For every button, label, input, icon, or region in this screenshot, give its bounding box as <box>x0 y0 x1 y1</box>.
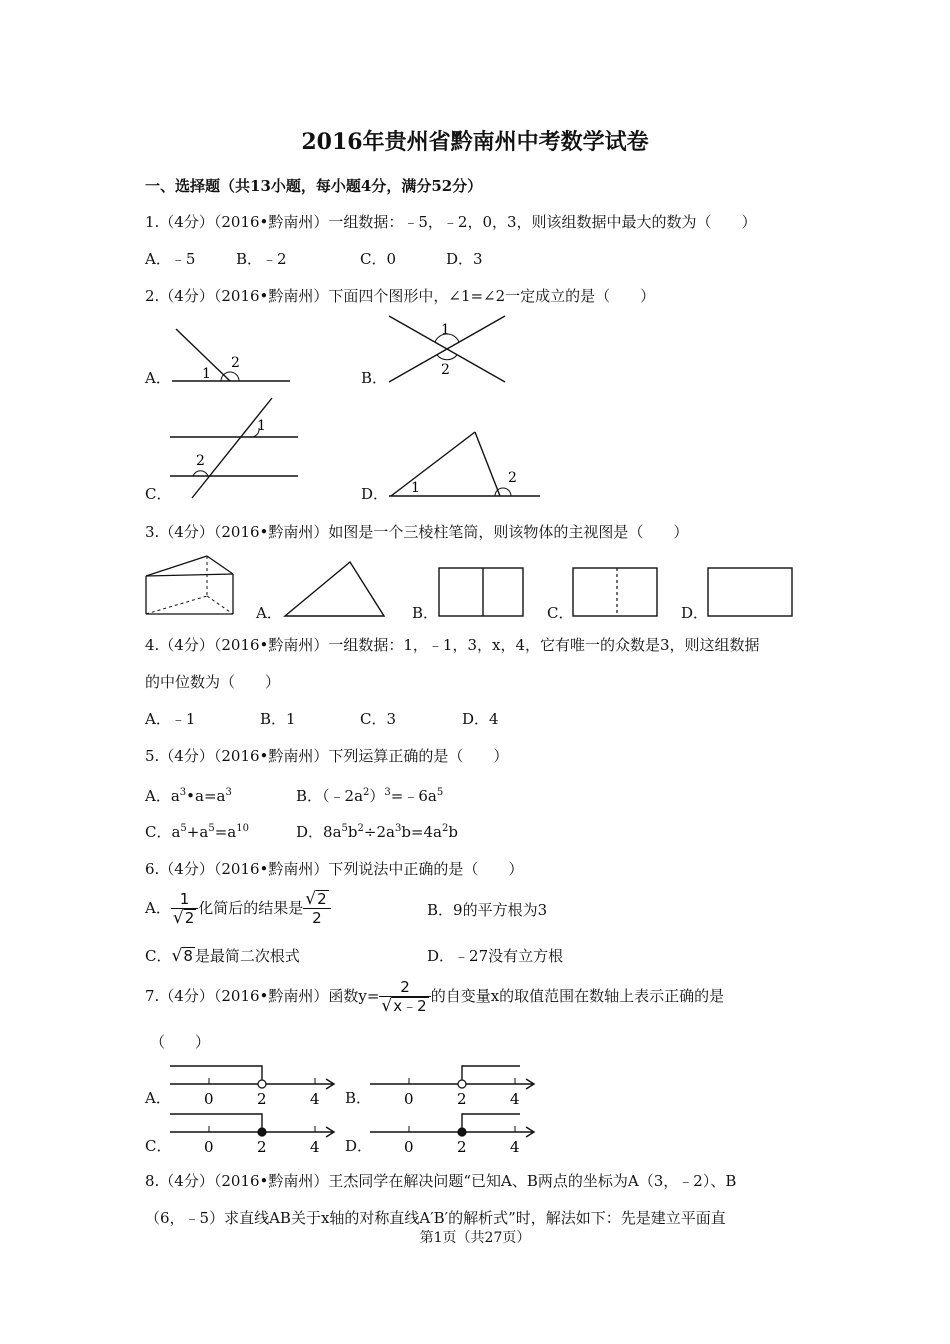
q3-rect-plain-view <box>706 566 796 620</box>
q7-number-line-b <box>368 1058 540 1110</box>
svg-text:0: 0 <box>404 1090 414 1108</box>
q1-option-b: B．﹣2 <box>236 250 287 268</box>
q2-figure-d <box>385 428 545 500</box>
q2-option-c: C． <box>145 485 172 503</box>
question-8-line1: 8.（4分）（2016•黔南州）王杰同学在解决问题“已知A、B两点的坐标为A（3，﹣2）、B <box>145 1172 737 1190</box>
q4-option-c: C．3 <box>360 710 397 728</box>
angle-2-label: 2 <box>231 355 240 371</box>
q6-option-a: A． $\frac{1}{√2}$ 化简后的结果是 $\frac{√2}{2}$ <box>145 888 331 928</box>
svg-text:2: 2 <box>457 1090 467 1108</box>
q2-figure-c <box>168 392 303 502</box>
q6-option-d: D．﹣27没有立方根 <box>427 947 564 965</box>
q5-option-c: C．$a^5+a^5=a^{10}$ <box>145 823 249 841</box>
question-2-stem: 2.（4分）（2016•黔南州）下面四个图形中，∠1=∠2一定成立的是（ ） <box>145 287 656 305</box>
q4-option-b: B．1 <box>260 710 296 728</box>
q3-option-d: D． <box>681 604 709 622</box>
q3-prism-figure <box>140 550 240 620</box>
page-footer: 第1页（共27页） <box>419 1230 531 1246</box>
angle-2-label: 2 <box>441 362 450 378</box>
q1-option-d: D．3 <box>446 250 483 268</box>
q3-rect-dashed-line-view <box>571 566 661 620</box>
angle-2-label: 2 <box>508 470 517 486</box>
question-7-stem: 7.（4分）（2016•黔南州）函数y= $\frac{2}{√x﹣2}$ 的自变量x的取值范围在数轴上表示正确的是 <box>145 977 725 1016</box>
svg-text:0: 0 <box>204 1090 214 1108</box>
q5-option-a: A．$a^3•a=a^3$ <box>145 787 232 805</box>
fraction-two-over-root-x-minus-two: $\frac{2}{√x﹣2}$ <box>379 979 430 1016</box>
q2-figure-b <box>385 312 510 387</box>
q3-triangle-view <box>282 558 387 620</box>
question-8-line2: （6，﹣5）求直线AB关于x轴的对称直线A′B′的解析式”时，解法如下：先是建立平面直 <box>145 1209 726 1227</box>
question-5-stem: 5.（4分）（2016•黔南州）下列运算正确的是（ ） <box>145 747 509 765</box>
section-heading: 一、选择题（共13小题，每小题4分，满分52分） <box>145 177 483 195</box>
q7-option-c: C． <box>145 1137 172 1155</box>
svg-text:0: 0 <box>404 1138 414 1156</box>
question-4-stem-line2: 的中位数为（ ） <box>145 673 281 691</box>
svg-text:4: 4 <box>310 1138 320 1156</box>
q3-rect-solid-line-view <box>437 566 527 620</box>
q1-option-a: A．﹣5 <box>145 250 196 268</box>
q6-option-c: C．√8 是最简二次根式 <box>145 946 300 966</box>
q7-number-line-c <box>168 1108 340 1158</box>
q3-option-c: C． <box>547 604 574 622</box>
angle-1-label: 1 <box>411 480 420 496</box>
page-title: 2016年贵州省黔南州中考数学试卷 <box>301 129 649 155</box>
q7-number-line-d <box>368 1108 540 1158</box>
q2-figure-a <box>168 325 293 385</box>
q7-option-a: A． <box>145 1089 171 1107</box>
fraction-root-two-over-two: $\frac{√2}{2}$ <box>303 890 330 928</box>
question-4-stem-line1: 4.（4分）（2016•黔南州）一组数据：1，﹣1，3，x，4，它有唯一的众数是3，则这组数据 <box>145 636 760 654</box>
svg-text:2: 2 <box>257 1090 267 1108</box>
q7-number-line-a <box>168 1058 340 1110</box>
q3-option-b: B． <box>412 604 439 622</box>
q1-option-c: C．0 <box>360 250 397 268</box>
q2-option-a: A． <box>145 369 171 387</box>
question-1-stem: 1.（4分）（2016•黔南州）一组数据：﹣5，﹣2，0，3，则该组数据中最大的数为（ ） <box>145 213 757 231</box>
q6-option-b: B．9的平方根为3 <box>427 901 548 919</box>
svg-text:2: 2 <box>257 1138 267 1156</box>
q2-option-d: D． <box>361 485 389 503</box>
angle-2-label: 2 <box>196 453 205 469</box>
svg-text:0: 0 <box>204 1138 214 1156</box>
svg-text:4: 4 <box>310 1090 320 1108</box>
question-7-paren: （ ） <box>150 1033 211 1051</box>
q3-option-a: A． <box>256 604 282 622</box>
svg-text:4: 4 <box>510 1138 520 1156</box>
q2-option-b: B． <box>361 369 388 387</box>
svg-text:2: 2 <box>457 1138 467 1156</box>
q5-option-b: B．$(﹣2a^2)^3=﹣6a^5$ <box>296 787 444 805</box>
q4-option-a: A．﹣1 <box>145 710 196 728</box>
svg-text:4: 4 <box>510 1090 520 1108</box>
question-3-stem: 3.（4分）（2016•黔南州）如图是一个三棱柱笔筒，则该物体的主视图是（ ） <box>145 523 689 541</box>
q4-option-d: D．4 <box>462 710 499 728</box>
angle-1-label: 1 <box>202 366 211 382</box>
q5-option-d: D．$8a^5b^2\div 2a^3b=4a^2b$ <box>296 823 458 841</box>
fraction-one-over-root-two: $\frac{1}{√2}$ <box>171 891 198 928</box>
q7-option-b: B． <box>345 1089 372 1107</box>
angle-1-label: 1 <box>441 322 450 338</box>
angle-1-label: 1 <box>257 418 266 434</box>
question-6-stem: 6.（4分）（2016•黔南州）下列说法中正确的是（ ） <box>145 860 524 878</box>
q7-option-d: D． <box>345 1137 373 1155</box>
